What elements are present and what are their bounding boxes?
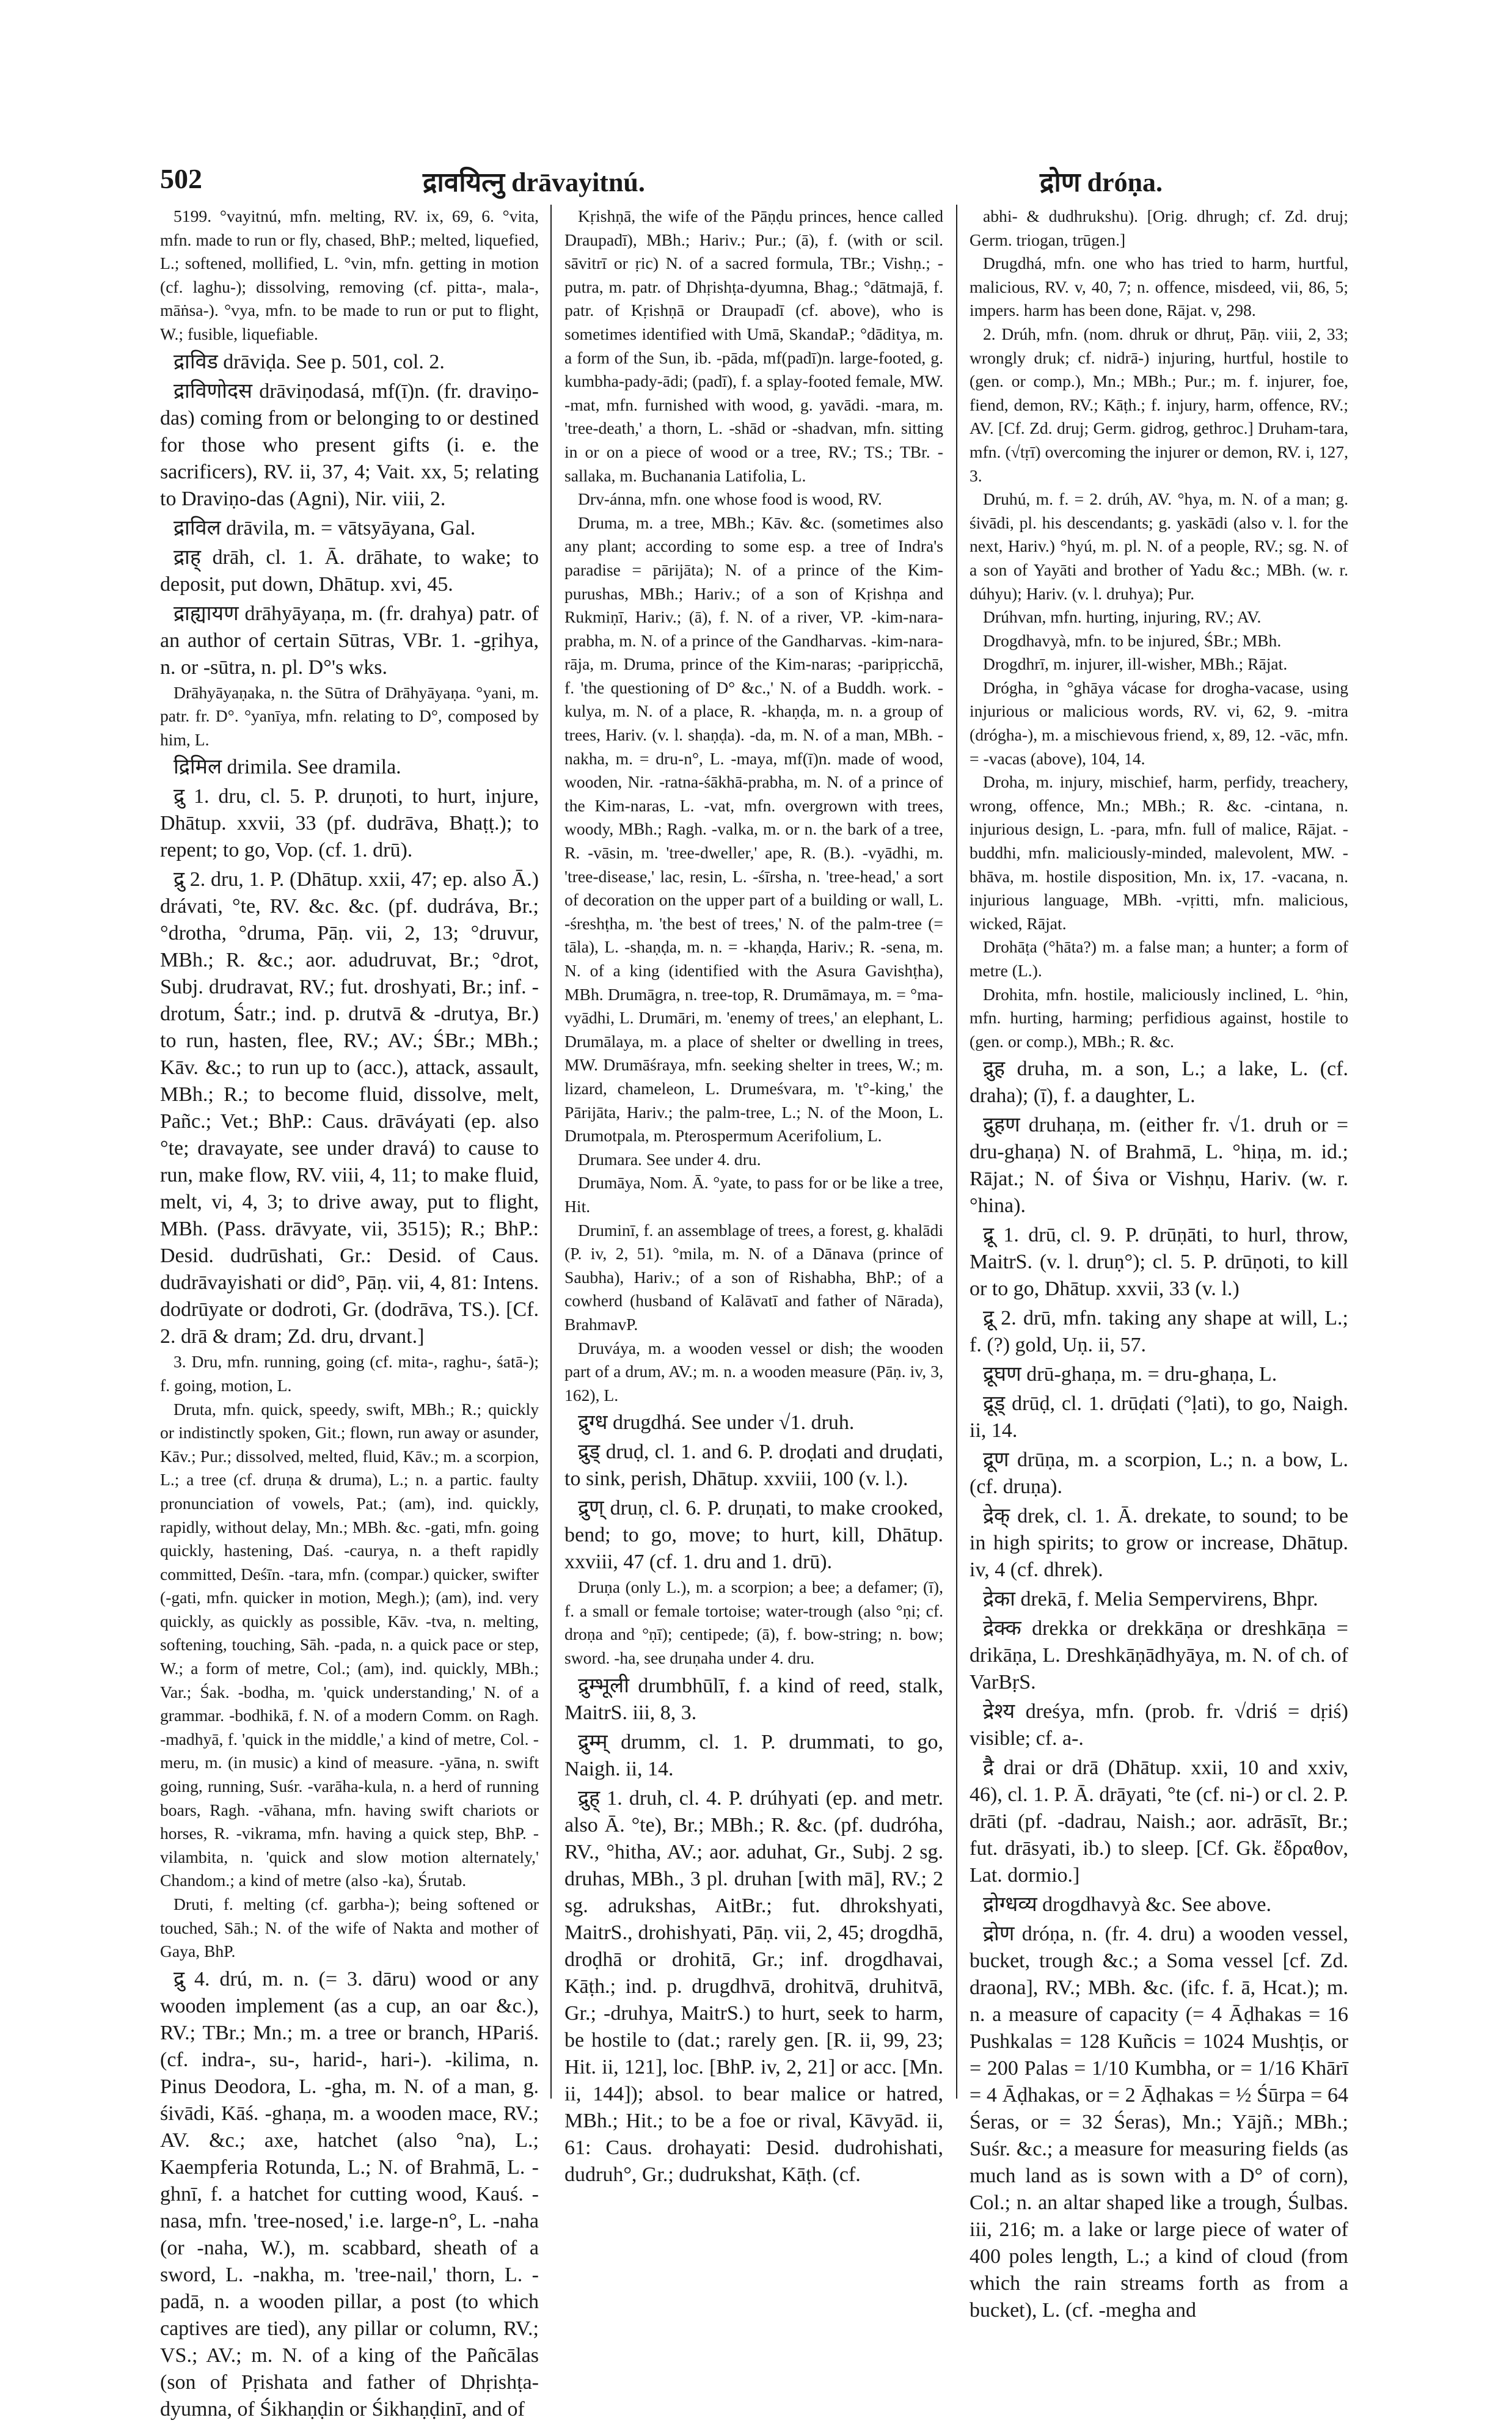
headword-entry: द्रु 4. drú, m. n. (= 3. dāru) wood or any wooden implement (as a cup, an oar &c.), RV.; TBr.; Mn.; m. a tree or branch, HPariś. (cf. indra-, su-, harid-, hari-). -kilima, n. Pinus Deodora, L. -gha, m. N. of a man, g. śivādi, Kāś. -ghaṇa, m. a wooden mace, RV.; AV. &c.; axe, hatchet (also °na), L.; Kaempferia Rotunda, L.; N. of Brahmā, L. -ghnī, f. a hatchet for cutting wood, Kauś. -nasa, mfn. 'tree-nosed,' i.e. large-n°, L. -naha (or -naha, W.), m. scabbard, sheath of a sword, L. -nakha, m. 'tree-nail,' thorn, L. -padā, n. a wooden pillar, a post (to which captives are tied), any pillar or column, RV.; VS.; AV.; m. N. of a king of the Pañcālas (son of Pṛishata and father of Dhṛishṭa-dyumna, of Śikhaṇḍin or Śikhaṇḍinī, and of: [160, 1967, 539, 2421]
headword-entry: द्रुह druha, m. a son, L.; a lake, L. (cf. draha); (ī), f. a daughter, L.: [970, 1058, 1348, 1108]
headword-entry: द्रुग्ध drugdhá. See under √1. druh.: [578, 1411, 855, 1434]
headword-entry: द्रूड् drūḍ, cl. 1. drūḍati (°ḷati), to go, Naigh. ii, 14.: [970, 1392, 1348, 1442]
headword-entry: द्रु 2. dru, 1. P. (Dhātup. xxii, 47; ep. also Ā.) drávati, °te, RV. &c. &c. (pf. dudráva, Br.; °drotha, °druma, Pāṇ. vii, 2, 13; °druvur, MBh.; R. &c.; aor. adudruvat, Br.; °drot, Subj. drudravat, RV.; fut. droshyati, Br.; inf. -drotum, Śatr.; ind. p. drutvā & -drutya, Br.) to run, hasten, flee, RV.; AV.; ŚBr.; MBh.; Kāv. &c.; to run up to (acc.), attack, assault, MBh.; R.; to become fluid, dissolve, melt, Pañc.; Vet.; BhP.: Caus. drāváyati (ep. also °te; dravayate, see under dravá) to cause to run, make flow, RV. viii, 4, 11; to make fluid, melt, vi, 4, 3; to drive away, put to flight, MBh. (Pass. drāvyate, vii, 3515); R.; BhP.: Desid. dudrūshati, Gr.: Desid. of Caus. dudrāvayishati or did°, Pāṇ. vii, 4, 81: Intens. dodrūyate or dodroti, Gr. (dodrāva, TS.). [Cf. 2. drā & dram; Zd. dru, drvant.]: [160, 868, 539, 1348]
dictionary-entry: Druminī, f. an assemblage of trees, a forest, g. khalādi (P. iv, 2, 51). °mila, m. N. of a Dānava (prince of Saubha), Hariv.; of a son of Rishabha, BhP.; of a cowherd (husband of Kalāvatī and father of Nārada), BrahmavP.: [564, 1220, 943, 1334]
page-header: [160, 158, 1348, 200]
headword-entry: द्रू 1. drū, cl. 9. P. drūṇāti, to hurl, throw, MaitrS. (v. l. druṇ°); cl. 5. P. drūṇoti, to kill or to go, Dhātup. xxvii, 33 (v. l.): [970, 1224, 1348, 1301]
dictionary-entry: 2. Drúh, mfn. (nom. dhruk or dhruṭ, Pāṇ. viii, 2, 33; wrongly druk; cf. nidrā-) injuring, hurtful, hostile to (gen. or comp.), Mn.; MBh.; Pur.; m. f. injurer, foe, fiend, demon, RV.; Kāṭh.; f. injury, harm, offence, RV.; AV. [Cf. Zd. druj; Germ. gidrog, gethroc.] Druham-tara, mfn. (√tṛī) overcoming the injurer or demon, RV. i, 127, 3.: [970, 324, 1348, 485]
headword-entry: द्राविल drāvila, m. = vātsyāyana, Gal.: [173, 516, 476, 539]
headword-entry: द्रुहण druhaṇa, m. (either fr. √1. druh or = dru-ghaṇa) N. of Brahmā, L. °hiṇa, m. id.; Rājat.; N. of Śiva or Vishṇu, Hariv. (w. r. °hina).: [970, 1114, 1348, 1218]
headword-entry: द्रू 2. drū, mfn. taking any shape at will, L.; f. (?) gold, Uṇ. ii, 57.: [970, 1307, 1348, 1357]
dictionary-entry: abhi- & dudhrukshu). [Orig. dhrugh; cf. Zd. druj; Germ. triogan, trūgen.]: [970, 206, 1348, 249]
dictionary-entry: Druma, m. a tree, MBh.; Kāv. &c. (sometimes also any plant; according to some esp. a tree of Indra's paradise = pārijāta); N. of a prince of the Kim-purushas, MBh.; Hariv.; of a son of Kṛishṇa and Rukmiṇī, Hariv.; (ā), f. N. of a river, VP. -kim-nara-prabha, m. N. of a prince of the Gandharvas. -kim-nara-rāja, m. Druma, prince of the Kim-naras; -paripṛicchā, f. 'the questioning of D° &c.,' N. of a Buddh. work. -kulya, m. N. of a place, R. -khaṇḍa, m. n. a group of trees, Hariv. (v. l. shaṇḍa). -da, m. N. of a man, MBh. -nakha, m. = dru-n°, L. -maya, mf(ī)n. made of wood, wooden, Nir. -ratna-śākhā-prabha, m. N. of a prince of the Kim-naras, L. -vat, mfn. overgrown with trees, woody, MBh.; Ragh. -valka, m. or n. the bark of a tree, R. -vāsin, m. 'tree-dweller,' ape, R. (B.). -vyādhi, m. 'tree-disease,' lac, resin, L. -śīrsha, n. 'tree-head,' a sort of decoration on the upper part of a building or wall, L. -śreshṭha, m. 'the best of trees,' N. of the palm-tree (= tāla), L. -shaṇḍa, m. n. = -khaṇḍa, Hariv.; R. -sena, m. N. of a king (identified with the Asura Gavishṭha), MBh. Drumāgra, n. tree-top, R. Drumāmaya, m. = °ma-vyādhi, L. Drumāri, m. 'enemy of trees,' an elephant, L. Drumālaya, m. a place of shelter or dwelling in trees, MW. Drumāśraya, mfn. seeking shelter in trees, W.; m. lizard, chameleon, L. Drumeśvara, m. 't°-king,' the Pārijāta, Hariv.; the palm-tree, L.; N. of the Moon, L. Drumotpala, m. Pterospermum Acerifolium, L.: [564, 513, 943, 1146]
dictionary-entry: Drāhyāyaṇaka, n. the Sūtra of Drāhyāyaṇa. °yani, m. patr. fr. D°. °yanīya, mfn. relating to D°, composed by him, L.: [160, 682, 539, 749]
dictionary-entry: 5199. °vayitnú, mfn. melting, RV. ix, 69, 6. °vita, mfn. made to run or fly, chased, BhP.; melted, liquefied, L.; softened, mollified, L. °vin, mfn. getting in motion (cf. laghu-); dissolving, removing (cf. pitta-, mala-, māṅsa-). °vya, mfn. to be made to run or put to flight, W.; fusible, liquefiable.: [160, 206, 539, 343]
column-1: [160, 205, 539, 2421]
headword-entry: द्रोण dróṇa, n. (fr. 4. dru) a wooden vessel, bucket, trough &c.; a Soma vessel [cf. Zd. draona], RV.; MBh. &c. (ifc. f. ā, Hcat.); m. n. a measure of capacity (= 4 Āḍhakas = 16 Pushkalas = 128 Kuñcis = 1024 Mushṭis, or = 200 Palas = 1/10 Kumbha, or = 1/16 Khārī = 4 Āḍhakas, or = 2 Āḍhakas = ½ Śūrpa = 64 Śeras, or = 32 Śeras), Mn.; Yājñ.; MBh.; Suśr. &c.; a measure for measuring fields (as much land as is sown with a D° of corn), Col.; n. an altar shaped like a trough, Śulbas. iii, 216; m. a lake or large piece of water of 400 poles length, L.; a kind of cloud (from which the rain streams forth as from a bucket), L. (cf. -megha and: [970, 1923, 1348, 2322]
page-number: 502: [160, 163, 202, 194]
dictionary-entry: Drumāya, Nom. Ā. °yate, to pass for or be like a tree, Hit.: [564, 1173, 943, 1216]
column-2: [564, 205, 943, 2186]
dictionary-entry: Druta, mfn. quick, speedy, swift, MBh.; R.; quickly or indistinctly spoken, Git.; flown, run away or asunder, Kāv.; Pur.; dissolved, melted, fluid, Kāv.; m. a scorpion, L.; a tree (cf. druṇa & druma), L.; n. a partic. faulty pronunciation of vowels, Pat.; (am), ind. quickly, rapidly, without delay, Mn.; MBh. &c. -gati, mfn. going quickly, hastening, Daś. -caurya, n. a theft rapidly committed, Deśīn. -tara, mfn. (compar.) quicker, swifter (-gati, mfn. quicker in motion, Megh.); (am), ind. very quickly, as quickly as possible, Kāv. -tva, n. melting, softening, touching, Sāh. -pada, n. a quick pace or step, W.; a form of metre, Col.; (am), ind. quickly, MBh.; Var.; Śak. -bodha, m. 'quick understanding,' N. of a grammar. -bodhikā, f. N. of a modern Comm. on Ragh. -madhyā, f. 'quick in the middle,' a kind of metre, Col. -meru, m. (in music) a kind of measure. -yāna, n. swift going, running, Suśr. -varāha-kula, n. a herd of running boars, Ragh. -vāhana, mfn. having swift chariots or horses, R. -vikrama, mfn. having a quick step, BhP. -vilambita, n. 'quick and slow motion alternately,' Chandom.; a kind of metre (also -ka), Śrutab.: [160, 1399, 539, 1890]
dictionary-entry: Drohāṭa (°hāta?) m. a false man; a hunter; a form of metre (L.).: [970, 937, 1348, 980]
dictionary-entry: Drv-ánna, mfn. one whose food is wood, RV.: [578, 489, 882, 509]
dictionary-entry: Drógha, in °ghāya vácase for drogha-vacase, using injurious or malicious words, RV. vi, 62, 9. -mitra (drógha-), m. a mischievous friend, x, 89, 12. -vāc, mfn. = -vacas (above), 104, 14.: [970, 678, 1348, 768]
headword-entry: द्रुह् 1. druh, cl. 4. P. drúhyati (ep. and metr. also Ā. °te), Br.; MBh.; R. &c. (pf. dudróha, RV., °hitha, AV.; aor. aduhat, Gr., Subj. 2 sg. druhas, MBh., 3 pl. druhan [with mā], RV.; 2 sg. adrukshas, AitBr.; fut. dhrokshyati, MaitrS., drohishyati, Pāṇ. vii, 2, 45; drogdhā, droḍhā or drohitā, Gr.; inf. drogdhavai, Kāṭh.; ind. p. drugdhvā, drohitvā, druhitvā, Gr.; -druhya, MaitrS.) to hurt, seek to harm, be hostile to (dat.; rarely gen. [R. ii, 99, 23; Hit. ii, 121], loc. [BhP. iv, 2, 21] or acc. [Mn. ii, 144]); absol. to bear malice or hatred, MBh.; Hit.; to be a foe or rival, Kāvyād. ii, 61: Caus. drohayati: Desid. dudrohishati, dudruh°, Gr.; dudrukshat, Kāṭh. (cf.: [564, 1786, 943, 2186]
dictionary-entry: Druti, f. melting (cf. garbha-); being softened or touched, Sāh.; N. of the wife of Nakta and mother of Gaya, BhP.: [160, 1895, 539, 1961]
headword-entry: द्रेक् drek, cl. 1. Ā. drekate, to sound; to be in high spirits; to grow or increase, Dhātup. iv, 4 (cf. dhrek).: [970, 1505, 1348, 1582]
headword-entry: द्रेका drekā, f. Melia Sempervirens, Bhpr.: [983, 1588, 1318, 1611]
running-head-right: द्रोण dróṇa.: [1040, 167, 1163, 197]
headword-entry: द्राविड drāviḍa. See p. 501, col. 2.: [173, 350, 445, 373]
dictionary-entry: Druṇa (only L.), m. a scorpion; a bee; a defamer; (ī), f. a small or female tortoise; water-trough (also °ṇi; cf. droṇa and °ṇī); centipede; (ā), f. bow-string; n. bow; sword. -ha, see druṇaha under 4. dru.: [564, 1577, 943, 1668]
headword-entry: द्रिमिल drimila. See dramila.: [173, 756, 401, 779]
headword-entry: द्रेश्य dreśya, mfn. (prob. fr. √driś = dṛiś) visible; cf. a-.: [970, 1700, 1348, 1750]
dictionary-entry: Drumara. See under 4. dru.: [578, 1149, 761, 1169]
headword-entry: द्राह् drāh, cl. 1. Ā. drāhate, to wake; to deposit, put down, Dhātup. xvi, 45.: [160, 546, 539, 596]
dictionary-entry: Druhú, m. f. = 2. drúh, AV. °hya, m. N. of a man; g. śivādi, pl. his descendants; g. yaskādi (also v. l. for the next, Hariv.) °hyú, m. pl. N. of a people, RV.; sg. N. of a son of Yayāti and brother of Yadu &c.; MBh. (w. r. dúhyu); Hariv. (v. l. druhya); Pur.: [970, 489, 1348, 603]
dictionary-entry: Drohita, mfn. hostile, maliciously inclined, L. °hin, mfn. hurting, harming; perfidious against, hostile to (gen. or comp.), MBh.; R. &c.: [970, 984, 1348, 1051]
headword-entry: द्रुम्म् drumm, cl. 1. P. drummati, to go, Naigh. ii, 14.: [564, 1730, 943, 1780]
dictionary-entry: Drogdhavyà, mfn. to be injured, ŚBr.; MBh.: [983, 630, 1282, 650]
dictionary-entry: Drogdhrī, m. injurer, ill-wisher, MBh.; Rājat.: [983, 654, 1288, 674]
headword-entry: द्रुण् druṇ, cl. 6. P. druṇati, to make crooked, bend; to go, move; to hurt, kill, Dhātup. xxviii, 47 (cf. 1. dru and 1. drū).: [564, 1497, 943, 1574]
headword-entry: द्राह्यायण drāhyāyaṇa, m. (fr. drahya) patr. of an author of certain Sūtras, VBr. 1. -gṛihya, n. or -sūtra, n. pl. D°'s wks.: [160, 602, 539, 679]
dictionary-entry: Droha, m. injury, mischief, harm, perfidy, treachery, wrong, offence, Mn.; MBh.; R. &c. -cintana, n. injurious design, L. -para, mfn. full of malice, Rājat. -buddhi, mfn. maliciously-minded, malevolent, MW. -bhāva, m. hostile disposition, Mn. ix, 17. -vacana, n. injurious language, MBh. -vṛitti, mfn. malicious, wicked, Rājat.: [970, 772, 1348, 933]
running-head-left: द्रावयित्नु drāvayitnú.: [423, 167, 645, 197]
headword-entry: द्रूण drūṇa, m. a scorpion, L.; n. a bow, L. (cf. druṇa).: [970, 1449, 1348, 1499]
headword-entry: द्रेक्क drekka or drekkāṇa or dreshkāṇa = drikāṇa, L. Dreshkāṇādhyāya, m. N. of ch. of VarBṛS.: [970, 1617, 1348, 1694]
dictionary-entry: Drúhvan, mfn. hurting, injuring, RV.; AV.: [983, 607, 1262, 627]
dictionary-entry: Drugdhá, mfn. one who has tried to harm, hurtful, malicious, RV. v, 40, 7; n. offence, misdeed, vii, 86, 5; impers. harm has been done, Rājat. v, 298.: [970, 254, 1348, 320]
headword-entry: द्रुम्भूली drumbhūlī, f. a kind of reed, stalk, MaitrS. iii, 8, 3.: [564, 1674, 943, 1724]
text-columns: [160, 205, 1348, 2421]
headword-entry: द्रै drai or drā (Dhātup. xxii, 10 and xxiv, 46), cl. 1. P. Ā. drāyati, °te (cf. ni-) or cl. 2. P. drāti (pf. -dadrau, Naish.; aor. adrāsīt, Br.; fut. drāsyati, ib.) to sleep. [Cf. Gk. ἔδραθον, Lat. dormio.]: [970, 1756, 1348, 1887]
dictionary-entry: Kṛishṇā, the wife of the Pāṇḍu princes, hence called Draupadī), MBh.; Hariv.; Pur.; (ā), f. (with or scil. sāvitrī or ṛic) N. of a sacred formula, TBr.; Vishṇ.; -putra, m. patr. of Dhṛishṭa-dyumna, Bhag.; °dātmajā, f. patr. of Kṛishṇā or Draupadī (cf. above), who is sometimes identified with Umā, SkandaP.; °dāditya, m. a form of the Sun, ib. -pāda, mf(padī)n. large-footed, g. kumbha-pady-ādi; (padī), f. a splay-footed female, MW. -mat, mfn. furnished with wood, g. yavādi. -mara, m. 'tree-death,' a thorn, L. -shād or -shadvan, mfn. sitting in or on a piece of wood or a tree, RV.; TS.; TBr. -sallaka, m. Buchanania Latifolia, L.: [564, 206, 943, 485]
headword-entry: द्रु 1. dru, cl. 5. P. druṇoti, to hurt, injure, Dhātup. xxvii, 33 (pf. dudrāva, Bhaṭṭ.); to repent; to go, Vop. (cf. 1. drū).: [160, 785, 539, 862]
headword-entry: द्राविणोदस drāviṇodasá, mf(ī)n. (fr. draviṇo-das) coming from or belonging to or destined for those who present gifts (i. e. the sacrificers), RV. ii, 37, 4; Vait. xx, 5; relating to Draviṇo-das (Agni), Nir. viii, 2.: [160, 379, 539, 510]
dictionary-entry: Druváya, m. a wooden vessel or dish; the wooden part of a drum, AV.; m. n. a wooden measure (Pāṇ. iv, 3, 162), L.: [564, 1338, 943, 1405]
column-3: [970, 205, 1348, 2322]
headword-entry: द्रूघण drū-ghaṇa, m. = dru-ghaṇa, L.: [983, 1363, 1277, 1386]
dictionary-entry: 3. Dru, mfn. running, going (cf. mita-, raghu-, śatā-); f. going, motion, L.: [160, 1352, 539, 1395]
headword-entry: द्रुड् druḍ, cl. 1. and 6. P. droḍati and druḍati, to sink, perish, Dhātup. xxviii, 100 (v. l.).: [564, 1441, 943, 1491]
headword-entry: द्रोग्धव्य drogdhavyà &c. See above.: [983, 1893, 1271, 1917]
